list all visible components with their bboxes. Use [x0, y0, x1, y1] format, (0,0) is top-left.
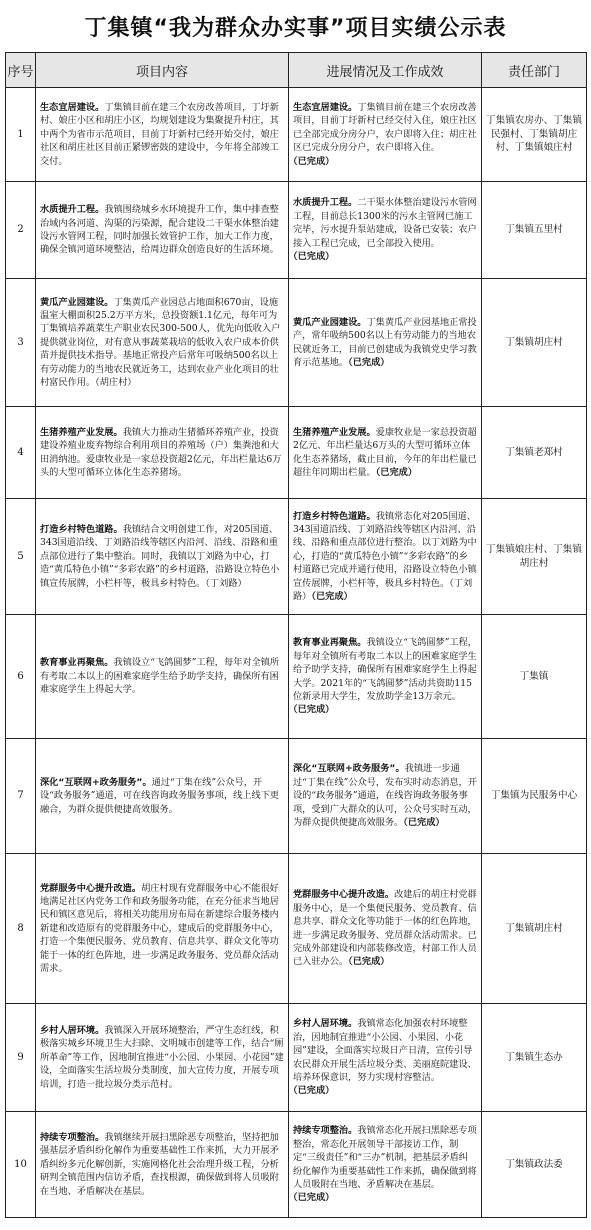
table-row	[6, 407, 587, 499]
department-cell: 丁集镇	[482, 615, 587, 739]
column-header-progress: 进展情况及工作成效	[289, 53, 482, 88]
project-content-cell	[36, 739, 289, 854]
table-row	[6, 88, 587, 182]
department-cell: 丁集镇为民服务中心	[482, 739, 587, 854]
progress-heading: 生态宜居建设。	[293, 101, 358, 113]
progress-text: 丁集镇目前在建三个农房改善项目，目前丁圩新村已经交付入住，娘庄社区已全部完成分房分户，农户即将入住；胡庄社区已完成分房分户，农户即将入住。	[293, 101, 477, 154]
content-text: 我镇设立“飞鸽圆梦”工程，每年对全镇所有考取二本以上的困难家庭学生给予助学支持，确保所有困难家庭学生上得起大学。	[40, 657, 280, 696]
progress-heading: 生猪养殖产业发展。	[293, 426, 376, 438]
row-number: 5	[6, 499, 36, 615]
project-content-cell	[36, 182, 289, 279]
project-table	[5, 52, 587, 1218]
status-label: （已完成）	[375, 466, 418, 478]
department-cell: 丁集镇老郑村	[482, 407, 587, 499]
progress-heading: 教育事业再聚焦。	[293, 637, 367, 649]
row-number: 1	[6, 88, 36, 182]
progress-cell	[289, 1112, 482, 1218]
progress-text: 我镇设立“飞鸽圆梦”工程，每年对全镇所有考取二本以上的困难家庭学生给予助学支持，确保所有困难家庭学生上得起大学。2021年的“飞鸽圆梦”活动共资助115位新录用大学生，发放助学金13万余元。	[293, 637, 477, 702]
department-cell: 丁集镇五里村	[482, 182, 587, 279]
progress-cell	[289, 1004, 482, 1112]
progress-cell	[289, 407, 482, 499]
progress-cell	[289, 88, 482, 182]
row-number: 4	[6, 407, 36, 499]
content-heading: 生态宜居建设。	[40, 101, 105, 113]
row-number: 6	[6, 615, 36, 739]
status-label: （已完成）	[293, 155, 335, 167]
progress-text: 我镇常态化对205国道、343国道沿线、丁刘路沿线等辖区内沿河、沿线、沿路和重点部位进行整治。以丁刘路为中心，打造的“黄瓜特色小镇”“多彩农路”的乡村道路已完成并通行使用，沿路设立特色小镇宣传展牌，小栏杆等，极具乡村特色。（丁刘路）	[293, 510, 477, 603]
project-content-cell	[36, 854, 289, 1004]
progress-heading: 持续专项整治。	[293, 1125, 358, 1137]
content-text: 我镇大力推动生猪循环养殖产业，投资建设养殖业废弃物综合利用项目的养殖场（户）集粪池和大田消纳池。爱康牧业是一家总投资超2亿元，年出栏量达6万头的大型可循环立体化生态养猪场。	[40, 426, 282, 478]
table-header-row	[6, 53, 587, 88]
page-title: 丁集镇“我为群众办实事”项目实绩公示表	[84, 15, 507, 41]
department-cell: 丁集镇农房办、丁集镇民强村、丁集镇胡庄村、丁集镇娘庄村	[482, 88, 587, 182]
table-row	[6, 615, 587, 739]
progress-heading: 打造乡村特色道路。	[293, 510, 376, 522]
progress-cell	[289, 854, 482, 1004]
progress-text: 改建后的胡庄村党群服务中心，是一个集便民服务、党员教育、信息共享、群众文化等功能于一体的红色阵地，进一步满足政务服务、党员群众活动需求。已完成外部建设和内部装修改造，村部工作人员已入驻办公。	[293, 889, 477, 968]
content-heading: 党群服务中心提升改造。	[40, 882, 142, 894]
department-cell: 丁集镇生态办	[482, 1004, 587, 1112]
project-content-cell	[36, 279, 289, 407]
status-label: （已完成）	[348, 356, 390, 368]
content-text: 通过“丁集在线”公众号，开设“政务服务”通道，可在线咨询政务服务事项，线上线下更融合，为群众提供便捷高效服务。	[40, 776, 280, 815]
table-row	[6, 1004, 587, 1112]
progress-cell	[289, 499, 482, 615]
progress-heading: 党群服务中心提升改造。	[293, 889, 395, 901]
project-content-cell	[36, 615, 289, 739]
row-number: 10	[6, 1112, 36, 1218]
table-row	[6, 182, 587, 279]
progress-text: 爱康牧业是一家总投资超2亿元、年出栏量达6万头的大型可循环立体化生态养猪场，截止目前，今年的年出栏量已超往年同期出栏量。	[293, 426, 477, 478]
content-text: 我镇继续开展扫黑除恶专项整治，坚持把加强基层矛盾纠纷化解作为重要基础性工作来抓，大力开展矛盾纠纷多元化解创新，实施网格化社会治理升级工程，分析研判全镇范围内信访矛盾，查找根源，确保做到将人员吸附在当地、矛盾解决在基层。	[40, 1131, 279, 1197]
progress-text: 我镇进一步通过“丁集在线”公众号，发布实时动态消息，开设的“政务服务”通道，在线咨询政务服务事项，受到广大群众的认可，公众号实时互动，为群众提供便捷高效服务。	[293, 763, 477, 829]
row-number: 3	[6, 279, 36, 407]
status-label: （已完成）	[293, 1192, 335, 1204]
project-content-cell	[36, 407, 289, 499]
status-label: （已完成）	[311, 591, 353, 603]
content-heading: 持续专项整治。	[40, 1131, 105, 1143]
column-header-dept: 责任部门	[482, 53, 587, 88]
project-content-cell	[36, 1004, 289, 1112]
progress-text: 丁集黄瓜产业园基地正常投产，常年吸纳500名以上有劳动能力的当地农民就近务工，目前已创建成为我镇党史学习教育示范基地。	[293, 316, 477, 368]
department-cell: 丁集镇娘庄村、丁集镇胡庄村	[482, 499, 587, 615]
status-label: （已完成）	[293, 251, 335, 263]
progress-cell	[289, 739, 482, 854]
content-text: 丁集镇目前在建三个农房改善项目，丁圩新村、娘庄小区和胡庄小区，均规划建设为集聚提升村庄，其中两个为省市示范项目，目前丁圩新村已经开始交付，娘庄社区和胡庄社区目前正紧锣密鼓的建设中，今年将全部竣工交付。	[40, 101, 279, 167]
progress-text: 我镇常态化加强农村环境整治，因地制宜推进“小公园、小果园、小花园”建设，全面落实垃圾日产日清，宣传引导农民群众开展生活垃圾分类、美丽庭院建设、培养环保意识，努力实现村容整洁。	[293, 1018, 477, 1083]
project-content-cell	[36, 88, 289, 182]
project-content-cell	[36, 499, 289, 615]
department-cell: 丁集镇胡庄村	[482, 279, 587, 407]
content-heading: 水质提升工程。	[40, 204, 105, 216]
progress-heading: 深化“互联网+政务服务”。	[293, 763, 405, 775]
table-row	[6, 854, 587, 1004]
content-heading: 教育事业再聚焦。	[40, 657, 114, 669]
column-header-seq: 序号	[6, 53, 36, 88]
status-label: （已完成）	[293, 704, 335, 716]
content-text: 胡庄村现有党群服务中心不能很好地满足社区内党务工作和政务服务功能，在充分征求当地居民和镇区意见后，将相关功能用房布局在新建综合服务楼内新建和改造原有的党群服务中心，建成后的党群服务中心，打造一个集便民服务、党员教育、信息共享、群众文化等功能于一体的红色阵地，进一步满足政务服务、党员群众活动需求。	[40, 882, 279, 975]
content-text: 丁集黄瓜产业园总占地面积670亩，设施温室大棚面积25.2万平方米，总投资额1.1亿元，每年可为丁集镇培养蔬菜生产职业农民300-500人，优先向低收入户提供就业岗位，对有意从事蔬菜栽培的低收入农户成本价供苗并提供技术指导。基地正常投产后常年可吸纳500名以上有劳动能力的当地农民就近务工，达到农业产业化项目的壮村富民作用。（胡庄村）	[40, 296, 281, 389]
table-row	[6, 1112, 587, 1218]
row-number: 7	[6, 739, 36, 854]
content-text: 我镇深入开展环境整治，严守生态红线，积极落实城乡环境卫生大扫除、文明城市创建等工作，结合“厕所革命”等工作，因地制宜推进“小公园、小果园、小花园”建设，全面落实生活垃圾分类制度，加大宣传力度，开展专项培训，打造一批垃圾分类示范村。	[40, 1024, 284, 1090]
table-row	[6, 279, 587, 407]
column-header-content: 项目内容	[36, 53, 289, 88]
status-label: （已完成）	[348, 956, 390, 968]
progress-text: 我镇常态化开展扫黑除恶专项整治，常态化开展领导干部接访工作，制定“三级责任”和“三办”机制，把基层矛盾纠纷化解作为重要基础性工作来抓，确保做到将人员吸附在当地、矛盾解决在基层。	[293, 1125, 477, 1190]
content-heading: 乡村人居环境。	[40, 1024, 105, 1036]
project-content-cell	[36, 1112, 289, 1218]
content-text: 我镇围绕城乡水环境提升工作，集中排查整治域内各河道、沟渠的污染源，配合建设二干渠水体整治建设污水管网工程，同时加强长效管护工作，加大工作力度，确保全镇河道环境整洁，给周边群众创造良好的生活环境。	[40, 204, 279, 256]
content-heading: 深化“互联网+政务服务”。	[40, 776, 152, 788]
table-row	[6, 739, 587, 854]
progress-cell	[289, 182, 482, 279]
progress-heading: 水质提升工程。	[293, 197, 358, 209]
status-label: （已完成）	[403, 817, 445, 829]
progress-cell	[289, 279, 482, 407]
content-heading: 黄瓜产业园建设。	[40, 296, 114, 308]
row-number: 2	[6, 182, 36, 279]
content-heading: 打造乡村特色道路。	[40, 523, 123, 535]
progress-heading: 乡村人居环境。	[293, 1018, 358, 1030]
content-heading: 生猪养殖产业发展。	[40, 426, 123, 438]
department-cell: 丁集镇政法委	[482, 1112, 587, 1218]
progress-heading: 黄瓜产业园建设。	[293, 316, 367, 328]
progress-cell	[289, 615, 482, 739]
department-cell: 丁集镇胡庄村	[482, 854, 587, 1004]
status-label: （已完成）	[293, 1085, 335, 1097]
table-row	[6, 499, 587, 615]
progress-text: 二干渠水体整治建设污水管网工程，目前总长1300米的污水主管网已施工完毕，污水提升泵站建成，设备已安装；农户接入工程已完成，已全部投入使用。	[293, 197, 477, 249]
content-text: 我镇结合文明创建工作，对205国道、343国道沿线、丁刘路沿线等辖区内沿河、沿线、沿路和重点部位进行了集中整治。同时，我镇以丁刘路为中心，打造“黄瓜特色小镇”“多彩农路”的乡村道路，沿路设立特色小镇宣传展牌，小栏杆等，极具乡村特色。（丁刘路）	[40, 523, 280, 589]
row-number: 8	[6, 854, 36, 1004]
row-number: 9	[6, 1004, 36, 1112]
